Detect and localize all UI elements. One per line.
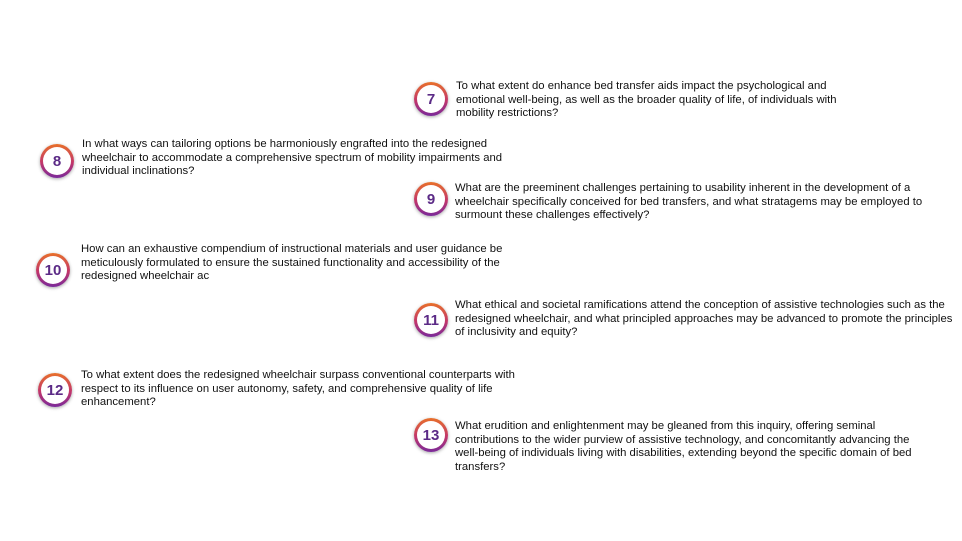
question-13-text: What erudition and enlightenment may be gleaned from this inquiry, offering seminal contributions to the wider purview of assistive technology, and concomitantly advancing the well-being of individuals living with disabilities, extending beyond the specific domain of bed transfers? <box>455 420 912 473</box>
question-9 <box>414 182 941 223</box>
question-8-text: In what ways can tailoring options be harmoniously engrafted into the redesigned wheelchair to accommodate a comprehensive spectrum of mobility impairments and individual inclinations? <box>82 138 503 177</box>
number-badge-10-label: 10 <box>39 256 67 284</box>
question-11-text: What ethical and societal ramifications attend the conception of assistive technologies such as the redesigned wheelchair, and what principled approaches may be advanced to promote the principles of inclusivity and equity? <box>455 299 953 338</box>
number-badge-8 <box>40 144 74 178</box>
question-12-text: To what extent does the redesigned wheelchair surpass conventional counterparts with respect to its influence on user autonomy, safety, and comprehensive quality of life enhancement? <box>81 369 515 408</box>
number-badge-13 <box>414 418 448 452</box>
number-badge-7-label: 7 <box>417 85 445 113</box>
number-badge-10 <box>36 253 70 287</box>
number-badge-9-label: 9 <box>417 185 445 213</box>
number-badge-13-label: 13 <box>417 421 445 449</box>
question-12 <box>38 369 541 410</box>
number-badge-11-label: 11 <box>417 306 445 334</box>
number-badge-9 <box>414 182 448 216</box>
question-9-text: What are the preeminent challenges pertaining to usability inherent in the development of a wheelchair specifically conceived for bed transfers, and what stratagems may be employed to surmount these challenges effectively? <box>455 182 923 221</box>
number-badge-8-label: 8 <box>43 147 71 175</box>
question-10-text: How can an exhaustive compendium of instructional materials and user guidance be meticulously formulated to ensure the sustained functionality and accessibility of the redesigned wheelchair ac <box>81 243 503 282</box>
question-10 <box>36 243 541 287</box>
question-8 <box>40 138 542 179</box>
question-7-text: To what extent do enhance bed transfer aids impact the psychological and emotional well-being, as well as the broader quality of life, of individuals with mobility restrictions? <box>456 80 837 119</box>
question-13 <box>414 418 935 474</box>
question-11 <box>414 299 955 340</box>
number-badge-12-label: 12 <box>41 376 69 404</box>
number-badge-12 <box>38 373 72 407</box>
number-badge-7 <box>414 82 448 116</box>
question-7 <box>414 82 876 121</box>
number-badge-11 <box>414 303 448 337</box>
